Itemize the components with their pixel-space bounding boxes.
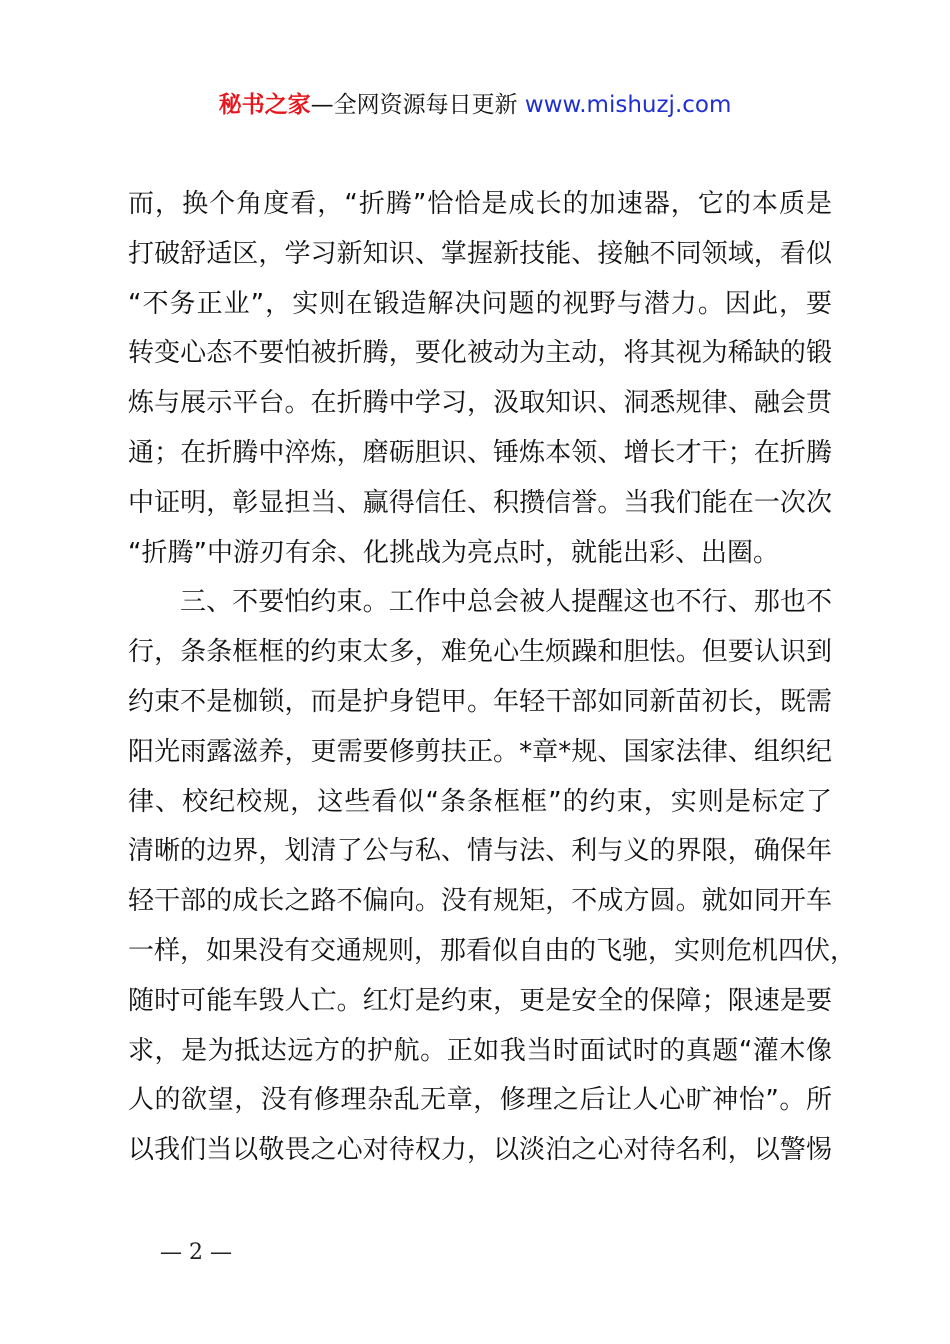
text-line: 打破舒适区，学习新知识、掌握新技能、接触不同领域，看似 bbox=[128, 238, 832, 269]
brand-name: 秘书之家 bbox=[218, 92, 311, 118]
text-line: “不务正业”，实则在锻造解决问题的视野与潜力。因此，要 bbox=[128, 288, 832, 319]
body-text bbox=[128, 180, 857, 1176]
text-line: 阳光雨露滋养，更需要修剪扶正。*章*规、国家法律、组织纪 bbox=[128, 736, 832, 767]
text-line: 一样，如果没有交通规则，那看似自由的飞驰，实则危机四伏， bbox=[128, 935, 857, 966]
text-line: 随时可能车毁人亡。红灯是约束，更是安全的保障；限速是要 bbox=[128, 985, 832, 1016]
text-line: 炼与展示平台。在折腾中学习，汲取知识、洞悉规律、融会贯 bbox=[128, 388, 832, 419]
text-line: “折腾”中游刃有余、化挑战为亮点时，就能出彩、出圈。 bbox=[128, 537, 779, 568]
text-line: 三、不要怕约束。工作中总会被人提醒这也不行、那也不 bbox=[180, 587, 832, 618]
text-line: 以我们当以敬畏之心对待权力，以淡泊之心对待名利，以警惕 bbox=[128, 1135, 832, 1166]
text-line: 清晰的边界，划清了公与私、情与法、利与义的界限，确保年 bbox=[128, 836, 832, 867]
header-slogan: —全网资源每日更新 bbox=[310, 92, 518, 118]
text-line: 转变心态不要怕被折腾，要化被动为主动，将其视为稀缺的锻 bbox=[128, 338, 832, 369]
text-line: 求，是为抵达远方的护航。正如我当时面试时的真题“灌木像 bbox=[128, 1035, 832, 1066]
page-number: — 2 — bbox=[160, 1240, 232, 1265]
text-line: 律、校纪校规，这些看似“条条框框”的约束，实则是标定了 bbox=[128, 786, 832, 817]
text-line: 行，条条框框的约束太多，难免心生烦躁和胆怯。但要认识到 bbox=[128, 637, 832, 668]
text-line: 通；在折腾中淬炼，磨砺胆识、锤炼本领、增长才干；在折腾 bbox=[128, 437, 832, 468]
text-line: 人的欲望，没有修理杂乱无章，修理之后让人心旷神怡”。所 bbox=[128, 1085, 832, 1116]
text-line: 约束不是枷锁，而是护身铠甲。年轻干部如同新苗初长，既需 bbox=[128, 686, 832, 717]
text-line: 中证明，彰显担当、赢得信任、积攒信誉。当我们能在一次次 bbox=[128, 487, 832, 518]
paragraph bbox=[128, 578, 857, 1176]
paragraph bbox=[128, 180, 832, 578]
text-line: 而，换个角度看，“折腾”恰恰是成长的加速器，它的本质是 bbox=[128, 189, 832, 219]
site-url-link[interactable]: www.mishuzj.com bbox=[524, 92, 732, 118]
text-line: 轻干部的成长之路不偏向。没有规矩，不成方圆。就如同开车 bbox=[128, 886, 832, 917]
site-header bbox=[0, 88, 950, 122]
